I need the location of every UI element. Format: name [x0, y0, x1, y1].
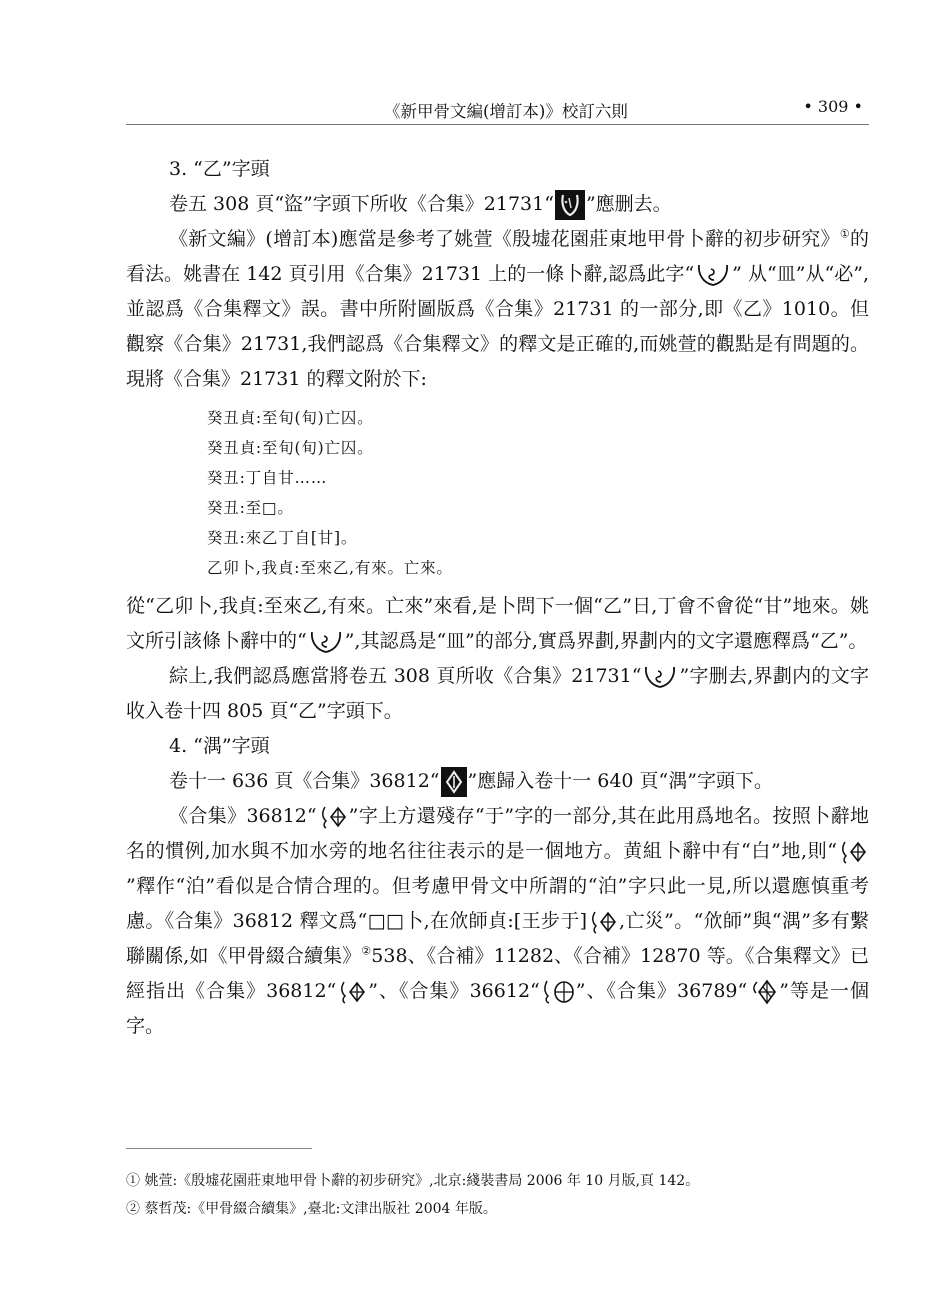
footnote-1: ① 姚萱:《殷墟花園莊東地甲骨卜辭的初步研究》,北京:綫裝書局 2006 年 10 月版,頁 142。	[126, 1173, 700, 1189]
section-4-paragraph-1	[126, 764, 869, 799]
inscription-line: 癸丑:至□。	[207, 499, 294, 517]
text-run: ”字删去,界劃内的文字收入卷十四 805 頁“乙”字頭下。	[126, 665, 869, 722]
text-run: ”釋作“泊”看似是合情合理的。但考慮甲骨文中所謂的“泊”字只此一見,所以還應慎重考慮。《合集》36812 釋文爲“□□卜,在㰡師貞:[王步于]	[126, 875, 869, 932]
section-3-paragraph-2	[126, 222, 869, 397]
section-3-paragraph-1	[126, 187, 869, 222]
article-body	[126, 152, 869, 1044]
section-4-heading: 4. “湡”字頭	[169, 735, 270, 757]
oracle-bone-glyph-min-icon	[642, 664, 678, 690]
text-run: 卷十一 636 頁《合集》36812“	[169, 770, 440, 792]
text-run: 538、《合補》11282、《合補》12870 等。《合集釋文》已經指出《合集》36812“	[126, 945, 869, 1002]
text-run: ”等是一個字。	[126, 980, 869, 1037]
oracle-bone-glyph-bo-icon	[337, 979, 367, 1005]
text-run: ”應删去。	[585, 193, 672, 215]
oracle-bone-glyph-variant-icon	[748, 978, 778, 1006]
oracle-bone-rubbing-image	[555, 190, 585, 220]
oracle-bone-glyph-bo-icon	[318, 804, 348, 830]
section-4-paragraph-2	[126, 799, 869, 1044]
oracle-bone-glyph-variant-icon	[541, 978, 575, 1006]
oracle-bone-rubbing-image	[441, 767, 467, 797]
section-3-paragraph-3	[126, 589, 869, 659]
text-run: 《新文編》(增訂本)應當是參考了姚萱《殷墟花園莊東地甲骨卜辭的初步研究》	[169, 228, 840, 250]
inscription-line: 癸丑貞:至旬(旬)亡囚。	[207, 409, 374, 427]
running-header	[126, 96, 869, 125]
inscription-line: 癸丑:來乙丁自[甘]。	[207, 529, 358, 547]
inscription-line: 癸丑:丁自甘……	[207, 469, 328, 487]
text-run: ,亡災”。“㰡師”與“湡”多有繫聯關係,如《甲骨綴合續集》	[126, 910, 869, 967]
inscription-line: 癸丑貞:至旬(旬)亡囚。	[207, 439, 374, 457]
oracle-bone-glyph-min-icon	[695, 262, 731, 288]
oracle-bone-glyph-bo-icon	[588, 909, 618, 935]
header-title: 《新甲骨文編(增訂本)》校訂六則	[384, 102, 628, 121]
text-run: ”、《合集》36612“	[368, 980, 540, 1002]
footnote-2: ② 蔡哲茂:《甲骨綴合續集》,臺北:文津出版社 2004 年版。	[126, 1201, 497, 1217]
footnote-ref-1[interactable]: ①	[839, 227, 850, 241]
footnote-ref-2[interactable]: ②	[361, 944, 372, 958]
page-number: • 309 •	[803, 97, 863, 116]
text-run: 從“乙卯卜,我貞:至來乙,有來。亡來”來看,是卜問下一個“乙”日,丁會不會從“甘”地來。姚文所引該條卜辭中的“	[126, 595, 869, 652]
text-run: ”,其認爲是“皿”的部分,實爲界劃,界劃内的文字還應釋爲“乙”。	[344, 630, 868, 652]
oracle-bone-glyph-bo-icon	[838, 839, 868, 865]
text-run: ”應歸入卷十一 640 頁“湡”字頭下。	[467, 770, 773, 792]
section-3-paragraph-4	[126, 659, 869, 729]
text-run: 卷五 308 頁“盜”字頭下所收《合集》21731“	[169, 193, 554, 215]
text-run: 綜上,我們認爲應當將卷五 308 頁所收《合集》21731“	[169, 665, 642, 687]
text-run: ”字上方還殘存“于”字的一部分,其在此用爲地名。按照卜辭地名的慣例,加水與不加水旁的地名往往表示的是一個地方。黄組卜辭中有“白”地,則“	[126, 805, 870, 862]
inscription-quote-block	[126, 403, 869, 583]
text-run: 《合集》36812“	[169, 805, 317, 827]
text-run: 的看法。姚書在 142 頁引用《合集》21731 上的一條卜辭,認爲此字“	[126, 228, 869, 285]
text-run: ” 从“皿”从“必”,並認爲《合集釋文》誤。書中所附圖版爲《合集》21731 的一部分,即《乙》1010。但觀察《合集》21731,我們認爲《合集釋文》的釋文是正確的,而姚萱的觀點是有問題的。現將《合集》21731 的釋文附於下:	[126, 263, 869, 390]
text-run: ”、《合集》36789“	[575, 980, 748, 1002]
section-3-heading: 3. “乙”字頭	[169, 158, 270, 180]
oracle-bone-glyph-min-icon	[308, 629, 344, 655]
footnote-divider	[126, 1148, 312, 1149]
inscription-line: 乙卯卜,我貞:至來乙,有來。亡來。	[207, 559, 453, 577]
